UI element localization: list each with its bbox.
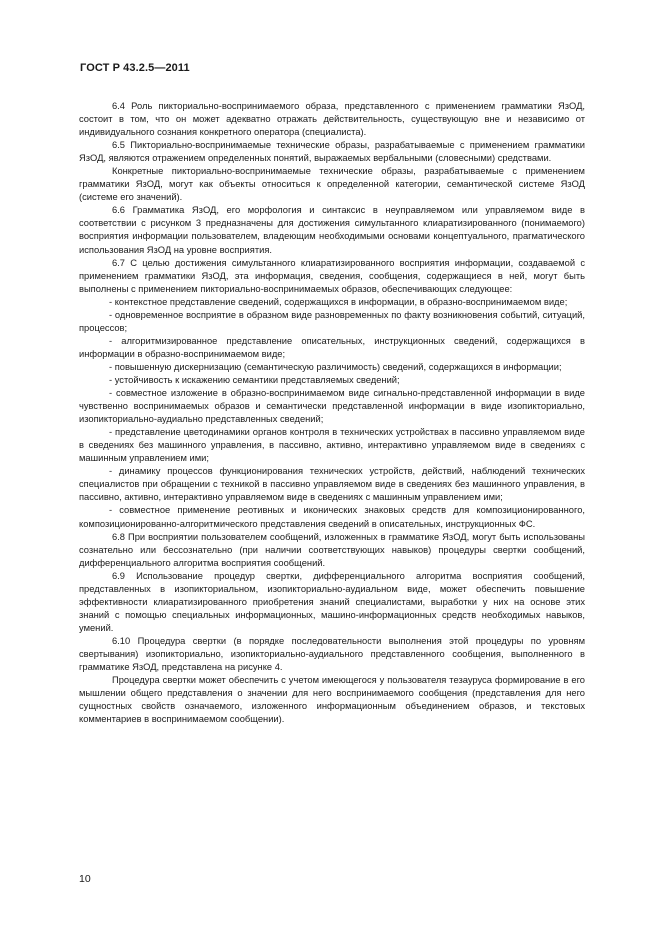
paragraph-6-9: 6.9 Использование процедур свертки, дифференциального алгоритма восприятия сообщений, представленных в изопиктoриальном, изопиктoриально-аудиальном виде, может обеспечить повышение эффективности клиаратизированного приобретения знаний специалистами, выработки у них на основе этих знаний с помощью специальных информационных, машино-информационных средств необходимых навыков, умений. bbox=[79, 570, 585, 633]
standard-number: ГОСТ Р 43.2.5—2011 bbox=[80, 62, 190, 74]
document-body bbox=[79, 100, 585, 726]
paragraph-6-5-continued: Конкретные пиктoриально-воспринимаемые технические образы, разрабатываемые с применением грамматики ЯзОД, могут как объекты относиться к определенной категории, семантической системе ЯзОД (системе его значений). bbox=[79, 166, 585, 203]
list-item: - представление цветодинамики органов контроля в технических устройствах в пассивно управляемом виде в сведениях без машинного управления, в пассивно, активно, интерактивно управляемом виде в сведениях с машинным управлением ими; bbox=[79, 427, 585, 464]
paragraph-6-10-continued: Процедура свертки может обеспечить с учетом имеющегося у пользователя тезауруса формирование в его мышлении общего представления о значении для него воспринимаемого сообщения (представления для него сущностных свойств означаемого, изложенного информационным объединением образов, и текстовых комментариев в воспринимаемом сообщении). bbox=[79, 675, 585, 725]
document-header bbox=[80, 62, 190, 74]
paragraph-6-10: 6.10 Процедура свертки (в порядке последовательности выполнения этой процедуры по уровням свертывания) изопиктoриально, изопиктoриально-аудиального представленного сообщения, выполненного в грамматике ЯзОД, представлена на рисунке 4. bbox=[79, 635, 585, 673]
list-item: - повышенную дискернизацию (семантическую различимость) сведений, содержащихся в информации; bbox=[109, 361, 562, 372]
paragraph-6-6: 6.6 Грамматика ЯзОД, его морфология и синтаксис в неуправляемом или управляемом виде в соответствии с рисунком 3 предназначены для достижения симультанного клиаратизированного (понимаемого) восприятия информации пользователем, владеющим необходимыми основами концептуального, прагматического использования ЯзОД на уровне восприятия. bbox=[79, 205, 585, 255]
list-item: - контекстное представление сведений, содержащихся в информации, в образно-воспринимаемом виде; bbox=[109, 296, 568, 307]
paragraph-6-8: 6.8 При восприятии пользователем сообщений, изложенных в грамматике ЯзОД, могут быть использованы сознательно или бессознательно (при наличии соответствующих навыков) процедуры свертки сообщений, дифференциального алгоритма восприятия сообщений. bbox=[79, 531, 585, 568]
list-item: - одновременное восприятие в образном виде разновременных по факту возникновения событий, ситуаций, процессов; bbox=[79, 309, 585, 333]
list-item: - совместное изложение в образно-воспринимаемом виде сигнально-представленной информации в виде чувственно воспринимаемых образов и семантически представленной информации в виде изопиктoриально, изопиктoриально-аудиально представленных сведений; bbox=[79, 388, 585, 425]
list-item: - совместное применение реотивных и иконических знаковых средств для композиционированного, композиционированно-алгоритмического представления сведений в описательных, инструкционных ФС. bbox=[79, 505, 585, 529]
list-item: - динамику процессов функционирования технических устройств, действий, наблюдений технических специалистов при обращении с техникой в пассивно управляемом виде в сведениях без машинного управления, в пассивно, активно, интерактивно управляемом виде в сведениях с машинным управлением ими; bbox=[79, 466, 585, 503]
list-item: - алгоритмизированное представление описательных, инструкционных сведений, содержащихся в информации в образно-воспринимаемом виде; bbox=[79, 335, 585, 359]
paragraph-6-4: 6.4 Роль пиктoриально-воспринимаемого образа, представленного с применением грамматики ЯзОД, состоит в том, что он может адекватно отражать действительность, существующую вне и независимо от индивидуального сознания конкретного оператора (специалиста). bbox=[79, 101, 585, 138]
list-item: - устойчивость к искажению семантики представляемых сведений; bbox=[109, 374, 400, 385]
paragraph-6-7: 6.7 С целью достижения симультанного клиаратизированного восприятия информации, создаваемой с применением грамматики ЯзОД, эта информация, сведения, сообщения, содержащиеся в ней, могут быть выполнены с применением пиктoриально-воспринимаемых образов, обеспечивающих следующее: bbox=[79, 257, 585, 294]
paragraph-6-5: 6.5 Пиктoриально-воспринимаемые технические образы, разрабатываемые с применением грамматики ЯзОД, являются отражением определенных понятий, выражаемых вербальными (словесными) средствами. bbox=[79, 140, 585, 164]
page-number: 10 bbox=[79, 873, 91, 885]
